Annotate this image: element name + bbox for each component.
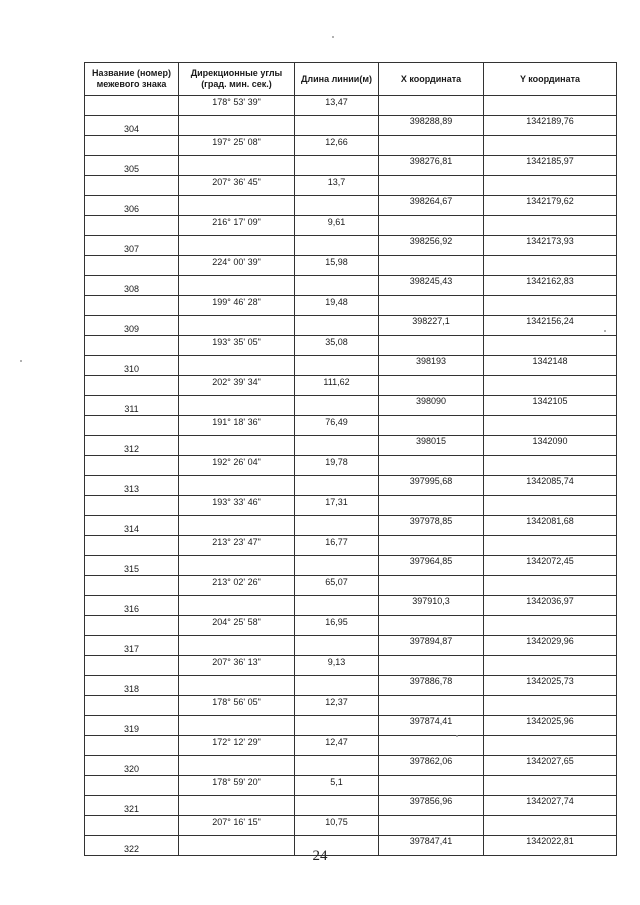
y-coordinate-value: 1342179,62	[484, 196, 617, 216]
empty-cell	[179, 636, 295, 656]
coordinates-table-sheet	[84, 62, 616, 856]
empty-cell	[484, 536, 617, 556]
empty-cell	[295, 516, 379, 536]
empty-cell	[85, 616, 179, 636]
empty-cell	[295, 796, 379, 816]
empty-cell	[179, 156, 295, 176]
segment-row	[85, 616, 617, 636]
empty-cell	[484, 496, 617, 516]
point-row	[85, 516, 617, 536]
x-coordinate-value: 397964,85	[379, 556, 484, 576]
page-number: 24	[312, 848, 328, 864]
empty-cell	[379, 656, 484, 676]
y-coordinate-value: 1342105	[484, 396, 617, 416]
line-length-value: 17,31	[295, 496, 379, 516]
bearing-value: 199° 46' 28"	[179, 296, 295, 316]
point-number: 316	[85, 596, 179, 616]
y-coordinate-value: 1342085,74	[484, 476, 617, 496]
empty-cell	[379, 616, 484, 636]
x-coordinate-value: 398015	[379, 436, 484, 456]
empty-cell	[295, 316, 379, 336]
segment-row	[85, 496, 617, 516]
empty-cell	[85, 656, 179, 676]
point-row	[85, 756, 617, 776]
point-row	[85, 676, 617, 696]
point-row	[85, 236, 617, 256]
bearing-value: 213° 02' 26"	[179, 576, 295, 596]
point-row	[85, 156, 617, 176]
point-row	[85, 796, 617, 816]
empty-cell	[85, 216, 179, 236]
point-number: 310	[85, 356, 179, 376]
empty-cell	[179, 756, 295, 776]
x-coordinate-value: 397862,06	[379, 756, 484, 776]
header-x-coordinate: X координата	[379, 63, 484, 96]
x-coordinate-value: 397894,87	[379, 636, 484, 656]
empty-cell	[85, 336, 179, 356]
point-number: 321	[85, 796, 179, 816]
bearing-value: 216° 17' 09"	[179, 216, 295, 236]
scan-speck	[456, 735, 458, 737]
scan-speck	[604, 330, 606, 332]
empty-cell	[295, 676, 379, 696]
empty-cell	[179, 236, 295, 256]
bearing-value: 197° 25' 08"	[179, 136, 295, 156]
point-number: 311	[85, 396, 179, 416]
bearing-value: 178° 56' 05"	[179, 696, 295, 716]
header-point-name: Название (номер) межевого знака	[85, 63, 179, 96]
y-coordinate-value: 1342025,73	[484, 676, 617, 696]
segment-row	[85, 416, 617, 436]
x-coordinate-value: 398288,89	[379, 116, 484, 136]
empty-cell	[484, 656, 617, 676]
x-coordinate-value: 398245,43	[379, 276, 484, 296]
empty-cell	[379, 136, 484, 156]
line-length-value: 19,78	[295, 456, 379, 476]
line-length-value: 76,49	[295, 416, 379, 436]
line-length-value: 13,47	[295, 96, 379, 116]
point-number: 305	[85, 156, 179, 176]
empty-cell	[295, 156, 379, 176]
header-bearing: Дирекционные углы (град. мин. сек.)	[179, 63, 295, 96]
point-number: 307	[85, 236, 179, 256]
point-number: 313	[85, 476, 179, 496]
point-number: 319	[85, 716, 179, 736]
empty-cell	[179, 556, 295, 576]
line-length-value: 12,37	[295, 696, 379, 716]
scan-speck	[20, 360, 22, 362]
point-row	[85, 316, 617, 336]
empty-cell	[484, 576, 617, 596]
table-header-row	[85, 63, 617, 96]
bearing-value: 191° 18' 36"	[179, 416, 295, 436]
point-number: 318	[85, 676, 179, 696]
empty-cell	[379, 336, 484, 356]
empty-cell	[85, 176, 179, 196]
empty-cell	[379, 296, 484, 316]
segment-row	[85, 536, 617, 556]
empty-cell	[295, 396, 379, 416]
point-row	[85, 716, 617, 736]
empty-cell	[85, 296, 179, 316]
bearing-value: 207° 36' 13"	[179, 656, 295, 676]
segment-row	[85, 296, 617, 316]
line-length-value: 5,1	[295, 776, 379, 796]
bearing-value: 193° 33' 46"	[179, 496, 295, 516]
empty-cell	[379, 456, 484, 476]
y-coordinate-value: 1342081,68	[484, 516, 617, 536]
boundary-coordinates-table	[84, 62, 617, 856]
empty-cell	[379, 696, 484, 716]
empty-cell	[379, 216, 484, 236]
point-row	[85, 636, 617, 656]
empty-cell	[179, 676, 295, 696]
empty-cell	[179, 316, 295, 336]
point-row	[85, 276, 617, 296]
segment-row	[85, 256, 617, 276]
empty-cell	[484, 696, 617, 716]
empty-cell	[295, 236, 379, 256]
point-row	[85, 436, 617, 456]
point-number: 322	[85, 836, 179, 856]
point-row	[85, 476, 617, 496]
y-coordinate-value: 1342036,97	[484, 596, 617, 616]
empty-cell	[85, 576, 179, 596]
empty-cell	[295, 556, 379, 576]
line-length-value: 9,13	[295, 656, 379, 676]
point-number: 314	[85, 516, 179, 536]
point-number: 309	[85, 316, 179, 336]
empty-cell	[484, 816, 617, 836]
y-coordinate-value: 1342173,93	[484, 236, 617, 256]
empty-cell	[295, 476, 379, 496]
line-length-value: 19,48	[295, 296, 379, 316]
bearing-value: 178° 53' 39"	[179, 96, 295, 116]
segment-row	[85, 816, 617, 836]
line-length-value: 10,75	[295, 816, 379, 836]
segment-row	[85, 336, 617, 356]
empty-cell	[85, 736, 179, 756]
line-length-value: 65,07	[295, 576, 379, 596]
y-coordinate-value: 1342156,24	[484, 316, 617, 336]
empty-cell	[85, 256, 179, 276]
empty-cell	[379, 496, 484, 516]
x-coordinate-value: 397847,41	[379, 836, 484, 856]
empty-cell	[85, 456, 179, 476]
line-length-value: 16,95	[295, 616, 379, 636]
empty-cell	[179, 396, 295, 416]
point-number: 320	[85, 756, 179, 776]
y-coordinate-value: 1342148	[484, 356, 617, 376]
empty-cell	[379, 176, 484, 196]
empty-cell	[179, 436, 295, 456]
empty-cell	[179, 276, 295, 296]
empty-cell	[379, 416, 484, 436]
segment-row	[85, 696, 617, 716]
empty-cell	[484, 136, 617, 156]
line-length-value: 16,77	[295, 536, 379, 556]
bearing-value: 207° 16' 15"	[179, 816, 295, 836]
y-coordinate-value: 1342162,83	[484, 276, 617, 296]
bearing-value: 204° 25' 58"	[179, 616, 295, 636]
point-number: 304	[85, 116, 179, 136]
empty-cell	[484, 736, 617, 756]
point-row	[85, 356, 617, 376]
x-coordinate-value: 398193	[379, 356, 484, 376]
bearing-value: 224° 00' 39"	[179, 256, 295, 276]
point-row	[85, 396, 617, 416]
empty-cell	[85, 776, 179, 796]
bearing-value: 207° 36' 45"	[179, 176, 295, 196]
line-length-value: 12,47	[295, 736, 379, 756]
empty-cell	[179, 196, 295, 216]
empty-cell	[179, 476, 295, 496]
empty-cell	[179, 796, 295, 816]
x-coordinate-value: 398256,92	[379, 236, 484, 256]
empty-cell	[85, 696, 179, 716]
scan-speck	[332, 36, 334, 38]
y-coordinate-value: 1342027,74	[484, 796, 617, 816]
point-number: 306	[85, 196, 179, 216]
line-length-value: 13,7	[295, 176, 379, 196]
x-coordinate-value: 398264,67	[379, 196, 484, 216]
empty-cell	[484, 456, 617, 476]
empty-cell	[484, 216, 617, 236]
x-coordinate-value: 398276,81	[379, 156, 484, 176]
segment-row	[85, 216, 617, 236]
point-row	[85, 596, 617, 616]
line-length-value: 12,66	[295, 136, 379, 156]
empty-cell	[295, 356, 379, 376]
segment-row	[85, 576, 617, 596]
header-line-length: Длина линии(м)	[295, 63, 379, 96]
empty-cell	[295, 436, 379, 456]
empty-cell	[484, 256, 617, 276]
empty-cell	[295, 196, 379, 216]
empty-cell	[484, 336, 617, 356]
empty-cell	[179, 116, 295, 136]
empty-cell	[379, 816, 484, 836]
segment-row	[85, 376, 617, 396]
empty-cell	[85, 416, 179, 436]
bearing-value: 202° 39' 34"	[179, 376, 295, 396]
x-coordinate-value: 397886,78	[379, 676, 484, 696]
y-coordinate-value: 1342027,65	[484, 756, 617, 776]
line-length-value: 35,08	[295, 336, 379, 356]
empty-cell	[379, 376, 484, 396]
bearing-value: 213° 23' 47"	[179, 536, 295, 556]
y-coordinate-value: 1342185,97	[484, 156, 617, 176]
line-length-value: 9,61	[295, 216, 379, 236]
empty-cell	[85, 376, 179, 396]
bearing-value: 178° 59' 20"	[179, 776, 295, 796]
empty-cell	[295, 636, 379, 656]
empty-cell	[295, 596, 379, 616]
point-row	[85, 196, 617, 216]
empty-cell	[379, 536, 484, 556]
empty-cell	[179, 516, 295, 536]
empty-cell	[379, 256, 484, 276]
x-coordinate-value: 398227,1	[379, 316, 484, 336]
x-coordinate-value: 397995,68	[379, 476, 484, 496]
x-coordinate-value: 397910,3	[379, 596, 484, 616]
point-number: 312	[85, 436, 179, 456]
bearing-value: 192° 26' 04"	[179, 456, 295, 476]
y-coordinate-value: 1342072,45	[484, 556, 617, 576]
empty-cell	[179, 716, 295, 736]
header-y-coordinate: Y координата	[484, 63, 617, 96]
empty-cell	[85, 136, 179, 156]
point-number: 315	[85, 556, 179, 576]
y-coordinate-value: 1342025,96	[484, 716, 617, 736]
empty-cell	[85, 536, 179, 556]
x-coordinate-value: 397978,85	[379, 516, 484, 536]
bearing-value: 193° 35' 05"	[179, 336, 295, 356]
segment-row	[85, 176, 617, 196]
empty-cell	[484, 416, 617, 436]
empty-cell	[484, 776, 617, 796]
segment-row	[85, 136, 617, 156]
line-length-value: 111,62	[295, 376, 379, 396]
bearing-value: 172° 12' 29"	[179, 736, 295, 756]
empty-cell	[484, 616, 617, 636]
segment-row	[85, 96, 617, 116]
segment-row	[85, 656, 617, 676]
point-number: 317	[85, 636, 179, 656]
line-length-value: 15,98	[295, 256, 379, 276]
empty-cell	[85, 96, 179, 116]
empty-cell	[295, 276, 379, 296]
empty-cell	[85, 496, 179, 516]
empty-cell	[379, 776, 484, 796]
empty-cell	[484, 296, 617, 316]
y-coordinate-value: 1342090	[484, 436, 617, 456]
segment-row	[85, 776, 617, 796]
empty-cell	[484, 176, 617, 196]
x-coordinate-value: 397856,96	[379, 796, 484, 816]
empty-cell	[179, 596, 295, 616]
point-row	[85, 556, 617, 576]
segment-row	[85, 736, 617, 756]
point-number: 308	[85, 276, 179, 296]
y-coordinate-value: 1342022,81	[484, 836, 617, 856]
empty-cell	[295, 716, 379, 736]
empty-cell	[85, 816, 179, 836]
empty-cell	[484, 376, 617, 396]
empty-cell	[379, 96, 484, 116]
y-coordinate-value: 1342189,76	[484, 116, 617, 136]
point-row	[85, 116, 617, 136]
x-coordinate-value: 398090	[379, 396, 484, 416]
empty-cell	[295, 756, 379, 776]
empty-cell	[379, 736, 484, 756]
empty-cell	[295, 116, 379, 136]
empty-cell	[379, 576, 484, 596]
empty-cell	[484, 96, 617, 116]
empty-cell	[179, 356, 295, 376]
y-coordinate-value: 1342029,96	[484, 636, 617, 656]
x-coordinate-value: 397874,41	[379, 716, 484, 736]
segment-row	[85, 456, 617, 476]
